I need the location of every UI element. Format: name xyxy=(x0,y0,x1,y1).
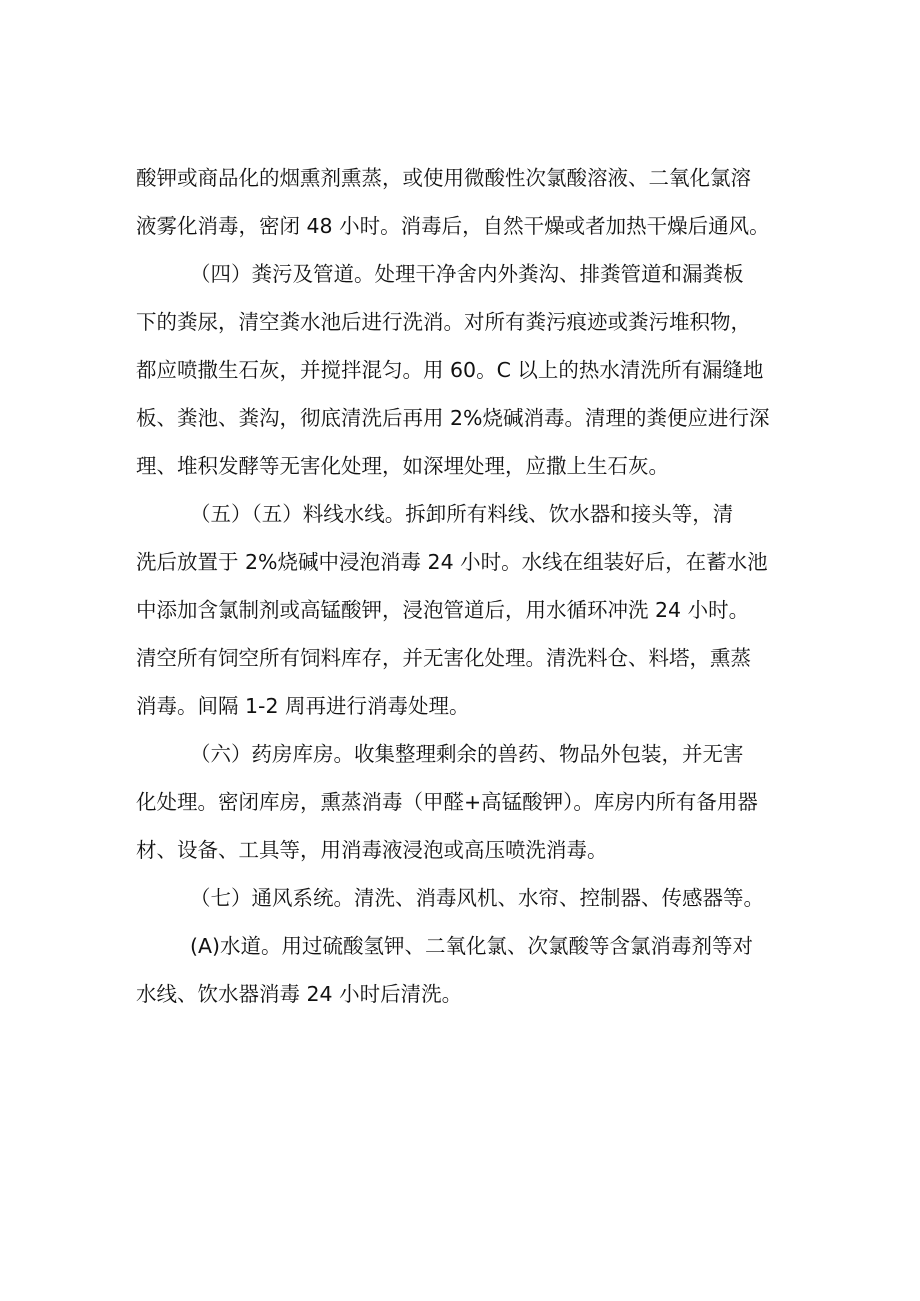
text-line: 中添加含氯制剂或高锰酸钾，浸泡管道后，用水循环冲洗 24 小时。 xyxy=(136,598,750,622)
text-line: 液雾化消毒，密闭 48 小时。消毒后，自然干燥或者加热干燥后通风。 xyxy=(136,214,770,238)
section-a-heading-line: (A)水道。用过硫酸氢钾、二氧化氯、次氯酸等含氯消毒剂等对 xyxy=(190,934,754,958)
section-7-heading-line: （七）通风系统。清洗、消毒风机、水帘、控制器、传感器等。 xyxy=(190,886,764,910)
section-5-heading-line: （五）（五）料线水线。拆卸所有料线、饮水器和接头等，清 xyxy=(190,502,734,526)
text-line: 化处理。密闭库房，熏蒸消毒（甲醛+高锰酸钾）。库房内所有备用器 xyxy=(136,790,758,814)
text-line: 理、堆积发酵等无害化处理，如深埋处理，应撒上生石灰。 xyxy=(136,454,669,478)
text-line: 酸钾或商品化的烟熏剂熏蒸，或使用微酸性次氯酸溶液、二氧化氯溶 xyxy=(136,166,751,190)
document-body xyxy=(136,154,796,1018)
text-line: 板、粪池、粪沟，彻底清洗后再用 2%烧碱消毒。清理的粪便应进行深 xyxy=(136,406,770,430)
section-4-heading-line: （四）粪污及管道。处理干净舍内外粪沟、排粪管道和漏粪板 xyxy=(190,262,744,286)
text-line: 洗后放置于 2%烧碱中浸泡消毒 24 小时。水线在组装好后，在蓄水池 xyxy=(136,550,768,574)
section-6-heading-line: （六）药房库房。收集整理剩余的兽药、物品外包装，并无害 xyxy=(190,742,744,766)
text-line: 下的粪尿，清空粪水池后进行洗消。对所有粪污痕迹或粪污堆积物， xyxy=(136,310,751,334)
text-line: 水线、饮水器消毒 24 小时后清洗。 xyxy=(136,982,463,1006)
text-line: 材、设备、工具等，用消毒液浸泡或高压喷洗消毒。 xyxy=(136,838,608,862)
text-line: 清空所有饲空所有饲料库存，并无害化处理。清洗料仓、料塔，熏蒸 xyxy=(136,646,751,670)
text-line: 都应喷撒生石灰，并搅拌混匀。用 60。C 以上的热水清洗所有漏缝地 xyxy=(136,358,764,382)
text-line: 消毒。间隔 1-2 周再进行消毒处理。 xyxy=(136,694,470,718)
